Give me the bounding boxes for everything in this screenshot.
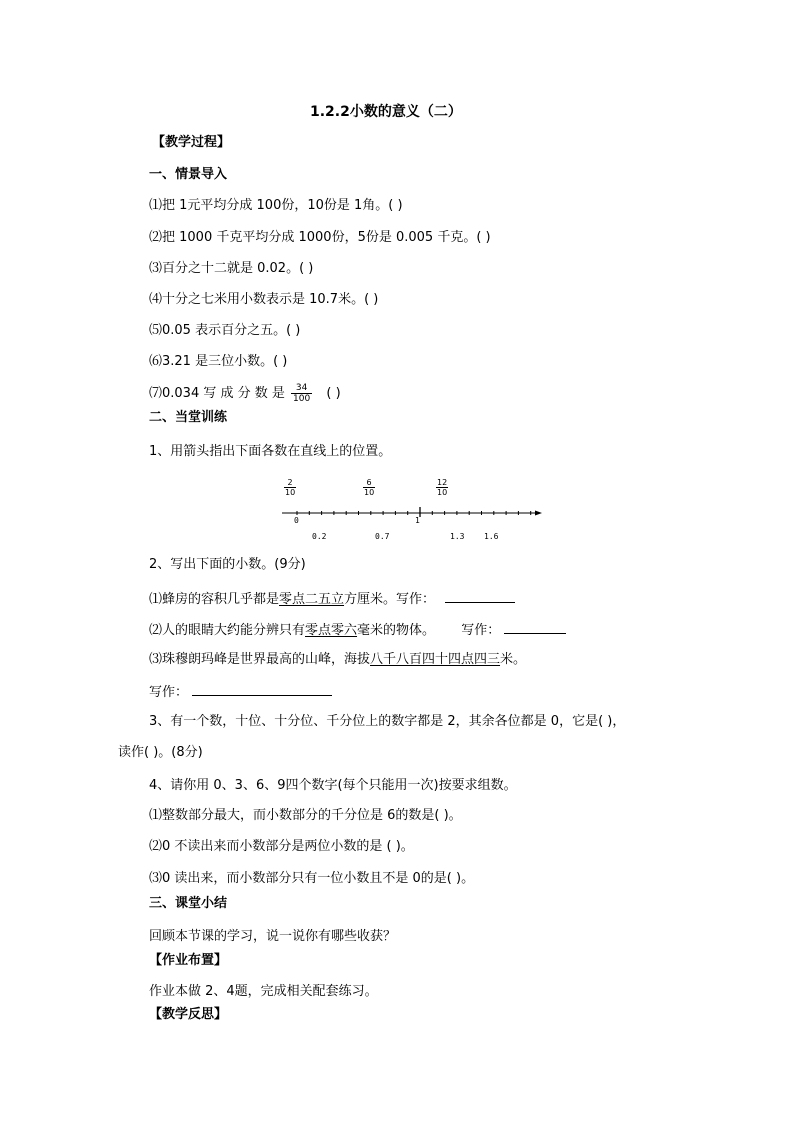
fraction-2-10 <box>284 478 296 497</box>
value-label-1-6: 1.6 <box>484 532 499 541</box>
q2-text: 2、写出下面的小数。(9分) <box>149 557 306 572</box>
q2-item-c <box>149 652 526 668</box>
q2c-answer-blank[interactable] <box>192 683 332 696</box>
q2b-answer-blank[interactable] <box>504 621 566 634</box>
section1-item-5: ⑸0.05 表示百分之五。( ) <box>149 323 301 338</box>
section1-heading: 一、情景导入 <box>149 167 228 182</box>
q3-line-2: 读作( )。(8分) <box>118 745 203 760</box>
q2-item-b <box>149 621 566 639</box>
value-label-0-7: 0.7 <box>375 532 390 541</box>
section1-item-2: ⑵把 1000 千克平均分成 1000份，5份是 0.005 千克。( ) <box>149 230 491 245</box>
section1-item-4: ⑷十分之七米用小数表示是 10.7米。( ) <box>149 292 379 307</box>
reflection-heading: 【教学反思】 <box>149 1007 228 1022</box>
section1-item-7 <box>149 382 341 406</box>
frac-den: 10 <box>364 488 375 497</box>
q2c-write-row <box>149 683 332 701</box>
section1-item-1: ⑴把 1元平均分成 100份，10份是 1角。( ) <box>149 198 403 213</box>
q2b-pre: ⑵人的眼睛大约能分辨只有 <box>149 623 306 638</box>
tick-marks <box>297 507 531 517</box>
teaching-process-heading: 【教学过程】 <box>152 135 231 150</box>
q2b-write-label: 写作： <box>461 623 501 638</box>
q4-text: 4、请你用 0、3、6、9四个数字(每个只能用一次)按要求组数。 <box>149 778 517 793</box>
frac-den: 10 <box>285 488 296 497</box>
item7-frac-num: 34 <box>291 383 312 394</box>
frac-den: 10 <box>437 488 448 497</box>
q2-item-a <box>149 590 515 608</box>
q2c-write-label: 写作： <box>149 685 189 700</box>
section1-item-6: ⑹3.21 是三位小数。( ) <box>149 354 288 369</box>
q4-item-2: ⑵0 不读出来而小数部分是两位小数的是 ( )。 <box>149 839 414 854</box>
q2c-pre: ⑶珠穆朗玛峰是世界最高的山峰，海拔 <box>149 652 371 667</box>
q2a-answer-blank[interactable] <box>445 590 515 603</box>
item7-text: ⑺0.034 写 成 分 数 是 <box>149 386 285 401</box>
number-line <box>278 503 544 523</box>
q4-item-1: ⑴整数部分最大，而小数部分的千分位是 6的数是( )。 <box>149 808 462 823</box>
fraction-6-10 <box>363 478 375 497</box>
section1-item-3: ⑶百分之十二就是 0.02。( ) <box>149 261 314 276</box>
axis-label-1: 1 <box>415 516 420 525</box>
section3-heading: 三、课堂小结 <box>149 896 228 911</box>
frac-num: 6 <box>363 478 375 488</box>
q4-item-3: ⑶0 读出来，而小数部分只有一位小数且不是 0的是( )。 <box>149 871 475 886</box>
q2c-post: 米。 <box>500 652 527 667</box>
arrow-head <box>535 511 542 516</box>
q2c-underlined: 八千八百四十四点四三 <box>370 652 501 667</box>
value-label-0-2: 0.2 <box>312 532 327 541</box>
item7-frac-den: 100 <box>293 394 311 404</box>
axis-label-0: 0 <box>294 516 299 525</box>
page-title: 1.2.2小数的意义（二） <box>310 104 462 120</box>
q2b-underlined: 零点零六 <box>305 623 358 638</box>
value-label-1-3: 1.3 <box>450 532 465 541</box>
frac-num: 12 <box>437 478 448 487</box>
homework-heading: 【作业布置】 <box>149 953 228 968</box>
homework-text: 作业本做 2、4题，完成相关配套练习。 <box>149 984 378 999</box>
frac-num: 2 <box>284 478 296 488</box>
item7-tail: ( ) <box>326 386 341 401</box>
q1-text: 1、用箭头指出下面各数在直线上的位置。 <box>149 444 392 459</box>
fraction-12-10 <box>436 478 448 497</box>
q2b-post: 毫米的物体。 <box>357 623 436 638</box>
item7-fraction <box>291 383 312 404</box>
section3-text: 回顾本节课的学习，说一说你有哪些收获？ <box>149 929 397 944</box>
section2-heading: 二、当堂训练 <box>149 410 228 425</box>
q2a-post: 方厘米。写作： <box>344 592 436 607</box>
q2a-pre: ⑴蜂房的容积几乎都是 <box>149 592 280 607</box>
q2a-underlined: 零点二五立 <box>279 592 345 607</box>
q3-line-1: 3、有一个数，十位、十分位、千分位上的数字都是 2，其余各位都是 0，它是( )， <box>149 714 626 729</box>
